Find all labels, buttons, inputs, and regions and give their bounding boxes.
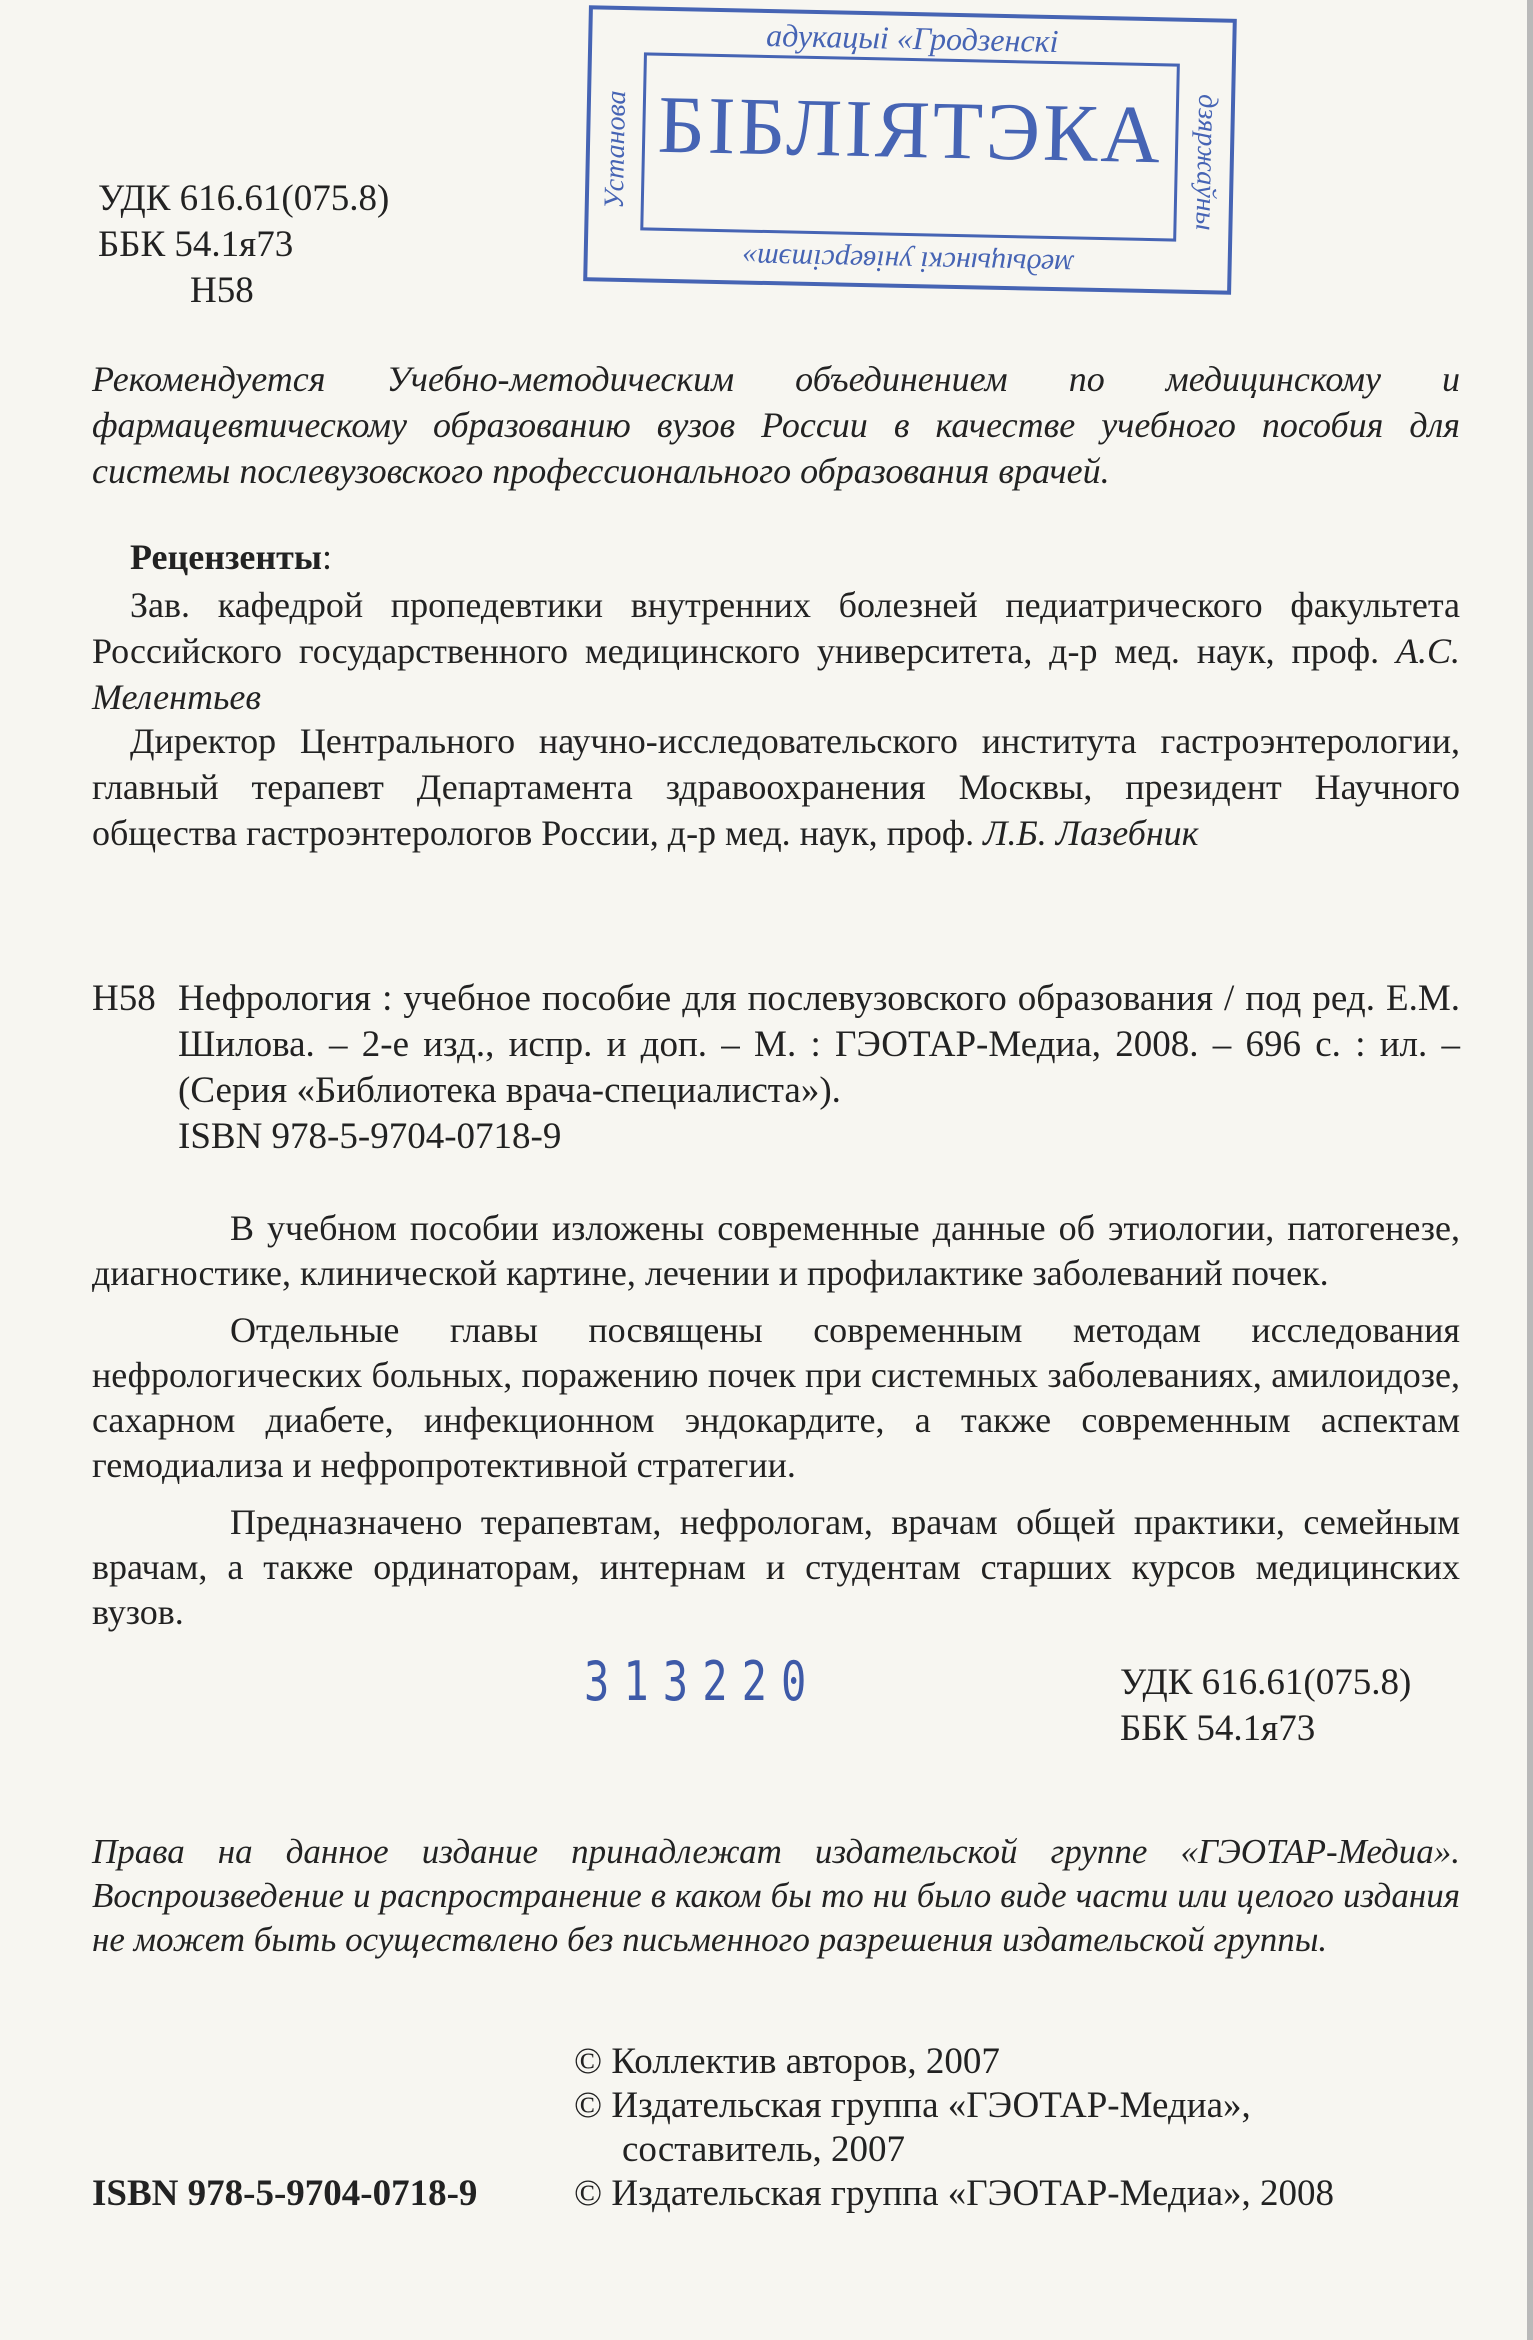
reviewer-2 xyxy=(92,718,1460,856)
reviewer-2-name: Л.Б. Лазебник xyxy=(983,813,1199,853)
stamp-right-text: дзяржаўны xyxy=(1189,93,1224,231)
rights-notice: Права на данное издание принадлежат издательской группе «ГЭОТАР-Медиа». Воспроизведение и распространение в каком бы то ни было виде части или целого издания не может быть осуществлено без письменного разрешения издательской группы. xyxy=(92,1832,1460,1959)
bibliographic-code: Н58 xyxy=(92,978,156,1019)
annotation-paragraph-1: В учебном пособии изложены современные данные об этиологии, патогенезе, диагностике, клинической картине, лечении и профилактике заболеваний почек. xyxy=(92,1208,1460,1293)
udk-code: УДК 616.61(075.8) xyxy=(98,178,390,219)
udk-code-bottom: УДК 616.61(075.8) xyxy=(1120,1662,1412,1703)
copyright-line-1: © Коллектив авторов, 2007 xyxy=(574,2041,1000,2082)
copyright-line-2b: составитель, 2007 xyxy=(622,2129,906,2170)
copyright-block xyxy=(574,2040,1334,2216)
annotation xyxy=(92,1206,1460,1647)
reviewer-2-text: Директор Центрального научно-исследовательского института гастроэнтерологии, главный терапевт Департамента здравоохранения Москвы, президент Научного общества гастроэнтерологов России, д-р мед. наук, проф. xyxy=(92,721,1460,853)
library-stamp xyxy=(583,5,1237,295)
annotation-paragraph-2: Отдельные главы посвящены современным методам исследования нефрологических больных, поражению почек при системных заболеваниях, амилоидозе, сахарном диабете, инфекционном эндокардите, а также современным аспектам гемодиализа и нефропротективной стратегии. xyxy=(92,1310,1460,1485)
copyright-line-2: © Издательская группа «ГЭОТАР-Медиа», xyxy=(574,2085,1251,2126)
stamp-left-text: Установа xyxy=(598,90,633,210)
copyright-line-3: © Издательская группа «ГЭОТАР-Медиа», 2008 xyxy=(574,2173,1334,2214)
page-edge xyxy=(1527,0,1533,2340)
author-mark: Н58 xyxy=(190,270,254,311)
stamp-inner-frame xyxy=(640,52,1180,241)
index-codes xyxy=(98,176,389,314)
stamp-top-text: адукацыі «Гродзенскі xyxy=(765,16,1059,60)
isbn-bold: ISBN 978-5-9704-0718-9 xyxy=(92,2173,478,2214)
reviewer-1 xyxy=(92,582,1460,720)
bbk-code-bottom: ББК 54.1я73 xyxy=(1120,1708,1316,1749)
bibliographic-description: Нефрология : учебное пособие для послевузовского образования / под ред. Е.М. Шилова. – 2-е изд., испр. и доп. – М. : ГЭОТАР-Медиа, 2008. – 696 с. : ил. – (Серия «Библиотека врача-специалиста»). ISBN 978-5-9704-0718-9 xyxy=(178,978,1460,1157)
stamp-bottom-text: медыцынскі універсітэт» xyxy=(741,241,1074,282)
bibliographic-record xyxy=(92,976,1460,1160)
stamp-title: БІБЛІЯТЭКА xyxy=(656,78,1164,181)
inventory-number: 313220 xyxy=(584,1650,821,1713)
reviewer-1-name: А.С. Мелентьев xyxy=(92,631,1460,717)
bibliographic-isbn: ISBN 978-5-9704-0718-9 xyxy=(178,1116,562,1157)
bbk-code: ББК 54.1я73 xyxy=(98,224,294,265)
recommendation-text: Рекомендуется Учебно-методическим объединением по медицинскому и фармацевтическому образованию вузов России в качестве учебного пособия для системы послевузовского профессионального образования врачей. xyxy=(92,359,1460,491)
reviewer-1-text: Зав. кафедрой пропедевтики внутренних болезней педиатрического факультета Российского государственного медицинского университета, д-р мед. наук, проф. xyxy=(92,585,1460,671)
index-codes-bottom xyxy=(1120,1660,1411,1752)
reviewers-heading: Рецензенты: xyxy=(130,537,332,577)
annotation-paragraph-3: Предназначено терапевтам, нефрологам, врачам общей практики, семейным врачам, а также ординаторам, интернам и студентам старших курсов медицинских вузов. xyxy=(92,1502,1460,1632)
